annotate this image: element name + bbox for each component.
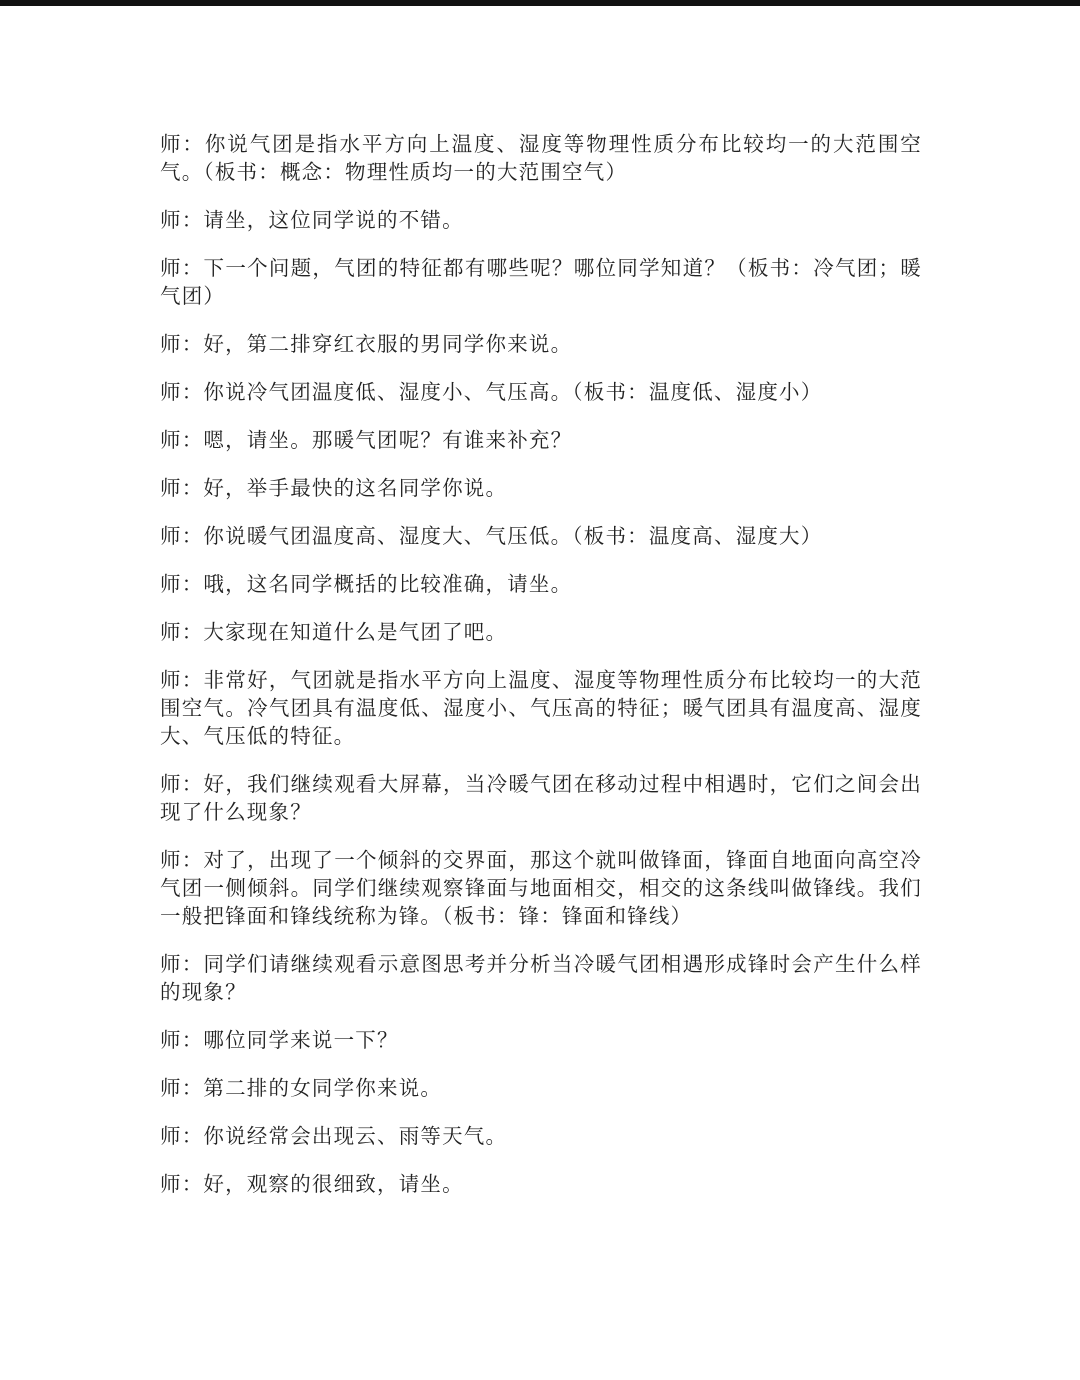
- paragraph-5: 师：你说冷气团温度低、湿度小、气压高。（板书：温度低、湿度小）: [160, 380, 823, 404]
- paragraph-15: 师：哪位同学来说一下？: [160, 1028, 399, 1052]
- paragraph-4: 师：好，第二排穿红衣服的男同学你来说。: [160, 332, 573, 356]
- paragraph-8: 师：你说暖气团温度高、湿度大、气压低。（板书：温度高、湿度大）: [160, 524, 823, 548]
- paragraph-7: 师：好，举手最快的这名同学你说。: [160, 476, 508, 500]
- paragraph-16: 师：第二排的女同学你来说。: [160, 1076, 443, 1100]
- document-page: [160, 130, 922, 1218]
- paragraph-9: 师：哦，这名同学概括的比较准确，请坐。: [160, 572, 573, 596]
- paragraph-12: 师：好，我们继续观看大屏幕，当冷暖气团在移动过程中相遇时，它们之间会出现了什么现象？: [160, 772, 922, 824]
- top-edge-bar: [0, 0, 1080, 6]
- paragraph-18: 师：好，观察的很细致，请坐。: [160, 1172, 464, 1196]
- paragraph-14: 师：同学们请继续观看示意图思考并分析当冷暖气团相遇形成锋时会产生什么样的现象？: [160, 952, 922, 1004]
- paragraph-2: 师：请坐，这位同学说的不错。: [160, 208, 464, 232]
- paragraph-10: 师：大家现在知道什么是气团了吧。: [160, 620, 508, 644]
- paragraph-3: 师：下一个问题，气团的特征都有哪些呢？哪位同学知道？（板书：冷气团；暖气团）: [160, 256, 922, 308]
- paragraph-6: 师：嗯，请坐。那暖气团呢？有谁来补充？: [160, 428, 573, 452]
- paragraph-11: 师：非常好，气团就是指水平方向上温度、湿度等物理性质分布比较均一的大范围空气。冷气团具有温度低、湿度小、气压高的特征；暖气团具有温度高、湿度大、气压低的特征。: [160, 668, 922, 748]
- paragraph-17: 师：你说经常会出现云、雨等天气。: [160, 1124, 508, 1148]
- paragraph-1: 师：你说气团是指水平方向上温度、湿度等物理性质分布比较均一的大范围空气。（板书：概念：物理性质均一的大范围空气）: [160, 132, 922, 184]
- paragraph-13: 师：对了，出现了一个倾斜的交界面，那这个就叫做锋面，锋面自地面向高空冷气团一侧倾斜。同学们继续观察锋面与地面相交，相交的这条线叫做锋线。我们一般把锋面和锋线统称为锋。（板书：锋：锋面和锋线）: [160, 848, 922, 928]
